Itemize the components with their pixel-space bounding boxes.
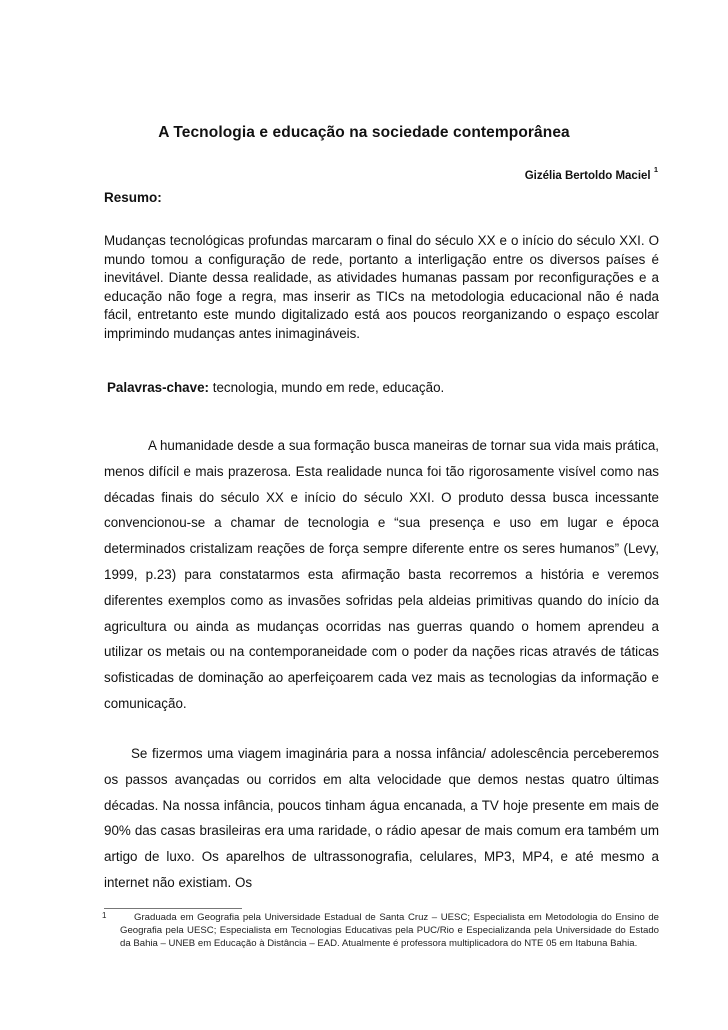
footnote-text: Graduada em Geografia pela Universidade Estadual de Santa Cruz – UESC; Especialista em Metodologia do Ensino de Geografia pela UESC; Especialista em Tecnologias Educativas pela PUC/Rio e Especializanda pela Universidade do Estado da Bahia – UNEB em Educação à Distância – EAD. Atualmente é professora multiplicadora do NTE 05 em Itabuna Bahia. — [120, 912, 659, 949]
document-title: A Tecnologia e educação na sociedade contemporânea — [158, 124, 570, 141]
keywords-line — [107, 380, 444, 395]
keywords-text: tecnologia, mundo em rede, educação. — [212, 380, 445, 395]
footnote-marker: 1 — [653, 165, 658, 174]
abstract-heading: Resumo: — [104, 190, 162, 205]
abstract-text: Mudanças tecnológicas profundas marcaram o final do século XX e o início do século XXI. O mundo tomou a configuração de rede, portanto a interligação entre os diversos países é inevitável. Diante dessa realidade, as atividades humanas passam por reconfigurações e a educação não foge a regra, mas inserir as TICs na metodologia educacional não é nada fácil, entretanto este mundo digitalizado está aos poucos reorganizando o espaço escolar imprimindo mudanças antes inimagináveis. — [104, 233, 659, 341]
author-name: Gizélia Bertoldo Maciel — [524, 169, 651, 182]
author-line — [525, 167, 658, 182]
body-paragraph-1: A humanidade desde a sua formação busca maneiras de tornar sua vida mais prática, menos difícil e mais prazerosa. Esta realidade nunca foi tão rigorosamente visível como nas décadas finais do século XX e início do século XXI. O produto dessa busca incessante convencionou-se a chamar de tecnologia e “sua presença e uso em lugar e época determinados cristalizam reações de força sempre diferente entre os seres humanos” (Levy, 1999, p.23) para constatarmos esta afirmação basta recorremos a história e veremos diferentes exemplos como as invasões sofridas pela aldeias primitivas quando do início da agricultura ou ainda as mudanças ocorridas nas guerras quando o homem aprendeu a utilizar os metais ou na contemporaneidade com o poder da nações ricas através de táticas sofisticadas de dominação ao aperfeiçoarem cada vez mais as tecnologias da informação e comunicação. — [104, 438, 659, 711]
footnote-separator — [104, 908, 242, 909]
keywords-label: Palavras-chave: — [107, 380, 209, 395]
footnote — [104, 911, 659, 950]
footnote-number: 1 — [102, 911, 107, 920]
body-paragraph-2: Se fizermos uma viagem imaginária para a nossa infância/ adolescência perceberemos os passos avançadas ou corridos em alta velocidade que demos nestas quatro últimas décadas. Na nossa infância, poucos tinham água encanada, a TV hoje presente em mais de 90% das casas brasileiras era uma raridade, o rádio apesar de mais comum era também um artigo de luxo. Os aparelhos de ultrassonografia, celulares, MP3, MP4, e até mesmo a internet não existiam. Os — [104, 746, 659, 890]
